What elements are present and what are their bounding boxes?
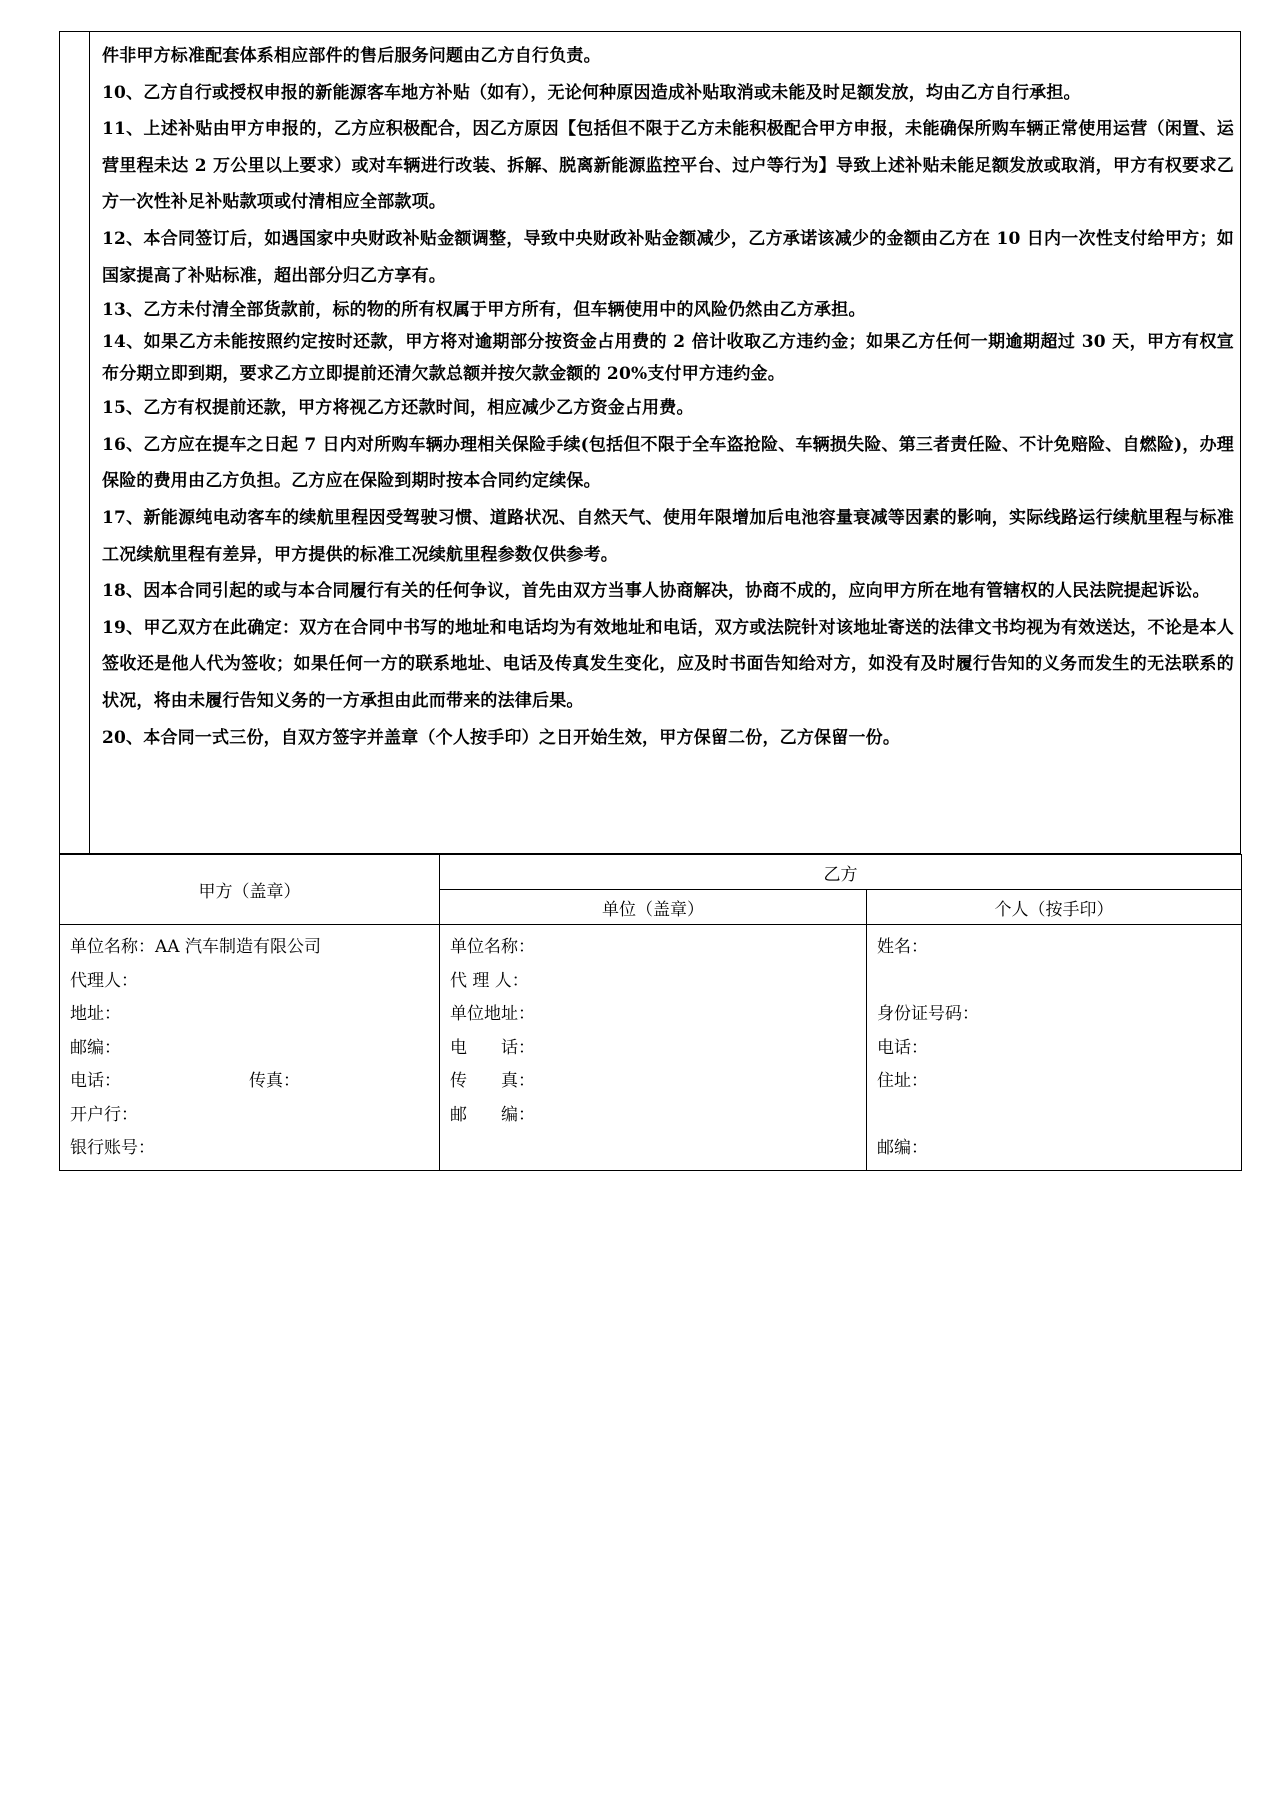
clause-11: 11、上述补贴由甲方申报的，乙方应积极配合，因乙方原因【包括但不限于乙方未能积极配合甲方申报，未能确保所购车辆正常使用运营（闲置、运营里程未达 2 万公里以上要求）或对车辆进行改装、拆解、脱离新能源监控平台、过户等行为】导致上述补贴未能足额发放或取消，甲方有权要求乙方一次性补足补贴款项或付清相应全部款项。 [102,119,1234,213]
party-a-address: 地址： [70,1004,121,1024]
clause-10: 10、乙方自行或授权申报的新能源客车地方补贴（如有），无论何种原因造成补贴取消或未能及时足额发放，均由乙方自行承担。 [102,82,1081,103]
party-a-postcode: 邮编： [70,1037,121,1058]
clause-15: 15、乙方有权提前还款，甲方将视乙方还款时间，相应减少乙方资金占用费。 [102,398,694,419]
party-b-unit-phone: 电 话： [450,1037,535,1058]
party-b-person-residence: 住址： [877,1071,928,1091]
party-b-person-id: 身份证号码： [877,1004,979,1024]
party-b-unit-postcode: 邮 编： [450,1104,535,1125]
clause-20: 20、本合同一式三份，自双方签字并盖章（个人按手印）之日开始生效，甲方保留二份，乙方保留一份。 [102,727,901,748]
clause-16: 16、乙方应在提车之日起 7 日内对所购车辆办理相关保险手续(包括但不限于全车盗抢险、车辆损失险、第三者责任险、不计免赔险、自燃险)，办理保险的费用由乙方负担。乙方应在保险到期时按本合同约定续保。 [102,434,1234,492]
party-b-unit-address: 单位地址： [450,1004,535,1024]
clause-box [59,31,1241,854]
party-b-unit-name: 单位名称： [450,937,535,957]
party-b-unit-details [440,925,867,1171]
party-b-header: 乙方 [440,855,1242,890]
party-a-fax: 传真： [249,1071,300,1091]
party-a-phone: 电话： [70,1071,121,1091]
party-a-unit-name: 单位名称：AA 汽车制造有限公司 [70,937,321,957]
party-a-details [60,925,440,1171]
clause-14: 14、如果乙方未能按照约定按时还款，甲方将对逾期部分按资金占用费的 2 倍计收取乙方违约金；如果乙方任何一期逾期超过 30 天，甲方有权宣布分期立即到期，要求乙方立即提前还清欠款总额并按欠款金额的 20%支付甲方违约金。 [102,332,1234,385]
party-b-person-details [867,925,1242,1171]
party-a-account: 银行账号： [70,1138,155,1158]
party-b-unit-header: 单位（盖章） [440,890,867,925]
margin-rule [89,32,90,853]
clause-17: 17、新能源纯电动客车的续航里程因受驾驶习惯、道路状况、自然天气、使用年限增加后电池容量衰减等因素的影响，实际线路运行续航里程与标准工况续航里程有差异，甲方提供的标准工况续航里程参数仅供参考。 [102,507,1234,565]
party-a-header: 甲方（盖章） [60,855,440,925]
party-b-unit-agent: 代 理 人： [450,970,529,991]
clause-19: 19、甲乙双方在此确定：双方在合同中书写的地址和电话均为有效地址和电话，双方或法院针对该地址寄送的法律文书均视为有效送达，不论是本人签收还是他人代为签收；如果任何一方的联系地址、电话及传真发生变化，应及时书面告知给对方，如没有及时履行告知的义务而发生的无法联系的状况，将由未履行告知义务的一方承担由此而带来的法律后果。 [102,617,1234,711]
party-b-person-header: 个人（按手印） [867,890,1242,925]
party-a-bank: 开户行： [70,1104,138,1125]
clause-18: 18、因本合同引起的或与本合同履行有关的任何争议，首先由双方当事人协商解决，协商不成的，应向甲方所在地有管辖权的人民法院提起诉讼。 [102,581,1210,602]
party-b-person-phone: 电话： [877,1037,928,1058]
clause-continuation: 件非甲方标准配套体系相应部件的售后服务问题由乙方自行负责。 [102,46,601,66]
party-a-phone-fax-row [70,1065,429,1099]
clause-12: 12、本合同签订后，如遇国家中央财政补贴金额调整，导致中央财政补贴金额减少，乙方承诺该减少的金额由乙方在 10 日内一次性支付给甲方；如国家提高了补贴标准，超出部分归乙方享有。 [102,228,1234,286]
clause-list [102,38,1234,756]
party-b-person-postcode: 邮编： [877,1138,928,1158]
signature-table [59,854,1242,1171]
party-b-unit-fax: 传 真： [450,1071,535,1091]
party-a-agent: 代理人： [70,970,138,991]
clause-13: 13、乙方未付清全部货款前，标的物的所有权属于甲方所有，但车辆使用中的风险仍然由乙方承担。 [102,300,866,321]
party-b-person-name: 姓名： [877,937,928,957]
